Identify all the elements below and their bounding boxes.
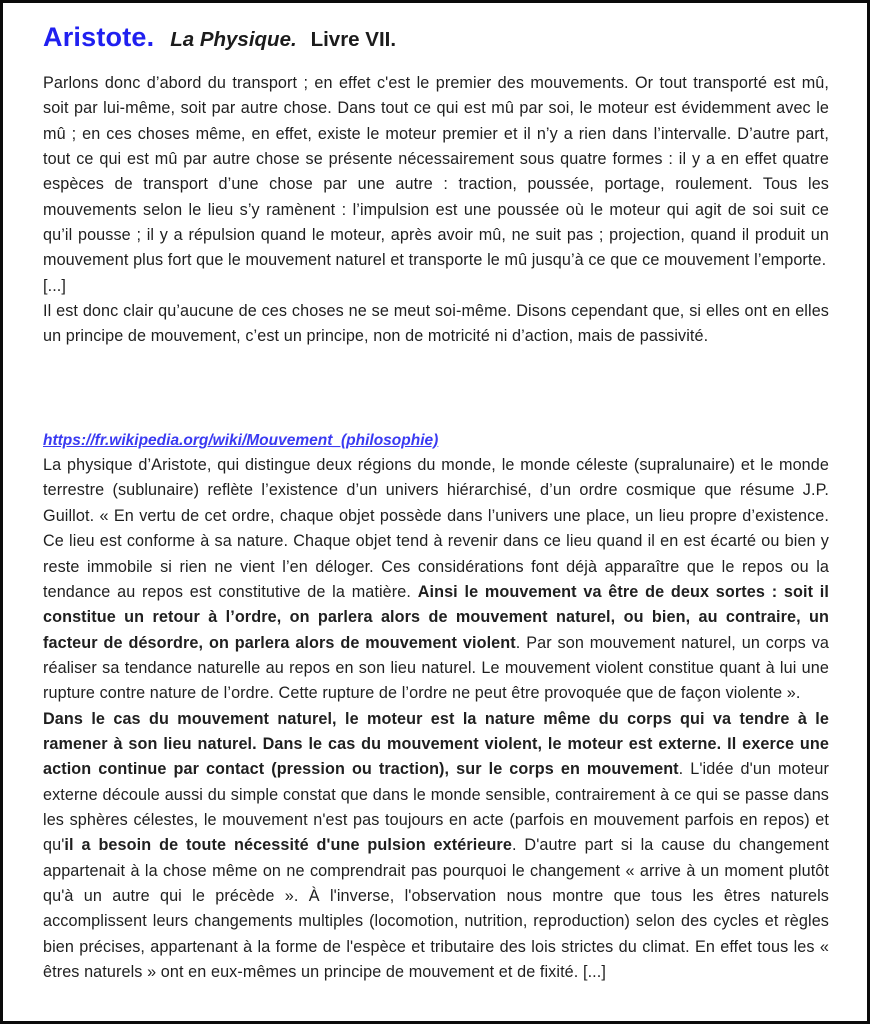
- source-link-line: [43, 428, 829, 453]
- title-work: La Physique.: [170, 28, 297, 51]
- excerpt-paragraph-2: Il est donc clair qu’aucune de ces choses ne se meut soi-même. Disons cependant que, si elles ont en elles un principe de mouvement, c’est un principe, non de motricité ni d’action, mais de passivité.: [43, 302, 829, 346]
- excerpt-paragraph-1: Parlons donc d’abord du transport ; en effet c'est le premier des mouvements. Or tout transporté est mû, soit par lui-même, soit par autre chose. Dans tout ce qui est mû par soi, le moteur est évidemment avec le mû ; en ces choses même, en effet, existe le moteur premier et il n’y a rien dans l’intervalle. D’autre part, tout ce qui est mû par autre chose se présente nécessairement sous quatre formes : il y a en effet quatre espèces de transport d’une chose par une autre : traction, poussée, portage, roulement. Tous les mouvements selon le lieu s’y ramènent : l’impulsion est une poussée où le moteur qui agit de soi suit ce qu’il pousse ; il y a répulsion quand le moteur, après avoir mû, ne suit pas ; projection, quand il produit un mouvement plus fort que le mouvement naturel et transporte le mû jusqu’à ce que ce mouvement l’emporte.: [43, 74, 829, 270]
- commentary-paragraph-2: Dans le cas du mouvement naturel, le moteur est la nature même du corps qui va tendre à le ramener à son lieu naturel. Dans le cas du mouvement violent, le moteur est externe. Il exerce une action continue par contact (pression ou traction), sur le corps en mouvement. L'idée d'un moteur externe découle aussi du simple constat que dans le monde sensible, contrairement à ce qui se passe dans les sphères célestes, le mouvement n'est pas toujours en acte (parfois en mouvement parfois en repos) et qu'il a besoin de toute nécessité d'une pulsion extérieure. D'autre part si la cause du changement appartenait à la chose même on ne comprendrait pas pourquoi le changement « arrive à un moment plutôt qu'à un autre qui le précède ». À l'inverse, l'observation nous montre que tous les êtres naturels accomplissent leurs changements multiples (locomotion, nutrition, reproduction) selon des cycles et règles bien précises, appartenant à la forme de l'espèce et tributaire des lois strictes du climat. En effet tous les « êtres naturels » ont en eux-mêmes un principe de mouvement et de fixité. [...]: [43, 709, 829, 981]
- page-content: [3, 3, 867, 1021]
- commentary-paragraph-1: La physique d’Aristote, qui distingue deux régions du monde, le monde céleste (supralunaire) et le monde terrestre (sublunaire) reflète l’existence d’un univers hiérarchisé, d’un ordre cosmique que résume J.P. Guillot. « En vertu de cet ordre, chaque objet possède dans l’univers une place, un lieu propre d’existence. Ce lieu est conforme à sa nature. Chaque objet tend à revenir dans ce lieu quand il en est écarté ou bien y reste immobile si rien ne vient l’en déloger. Ces considérations font déjà apparaître que le repos ou la tendance au repos est constitutive de la matière. Ainsi le mouvement va être de deux sortes : soit il constitue un retour à l’ordre, on parlera alors de mouvement naturel, ou bien, au contraire, un facteur de désordre, on parlera alors de mouvement violent. Par son mouvement naturel, un corps va réaliser sa tendance naturelle au repos en son lieu naturel. Le mouvement violent constitue quant à lui une rupture contre nature de l’ordre. Cette rupture de l’ordre ne peut être provoquée que de façon violente ».: [43, 456, 829, 703]
- page-title: [43, 17, 829, 58]
- wikipedia-link[interactable]: https://fr.wikipedia.org/wiki/Mouvement_(philosophie): [43, 431, 439, 449]
- title-book: Livre VII.: [310, 28, 397, 51]
- excerpt-ellipsis: [...]: [43, 276, 66, 295]
- title-author: Aristote.: [43, 22, 155, 52]
